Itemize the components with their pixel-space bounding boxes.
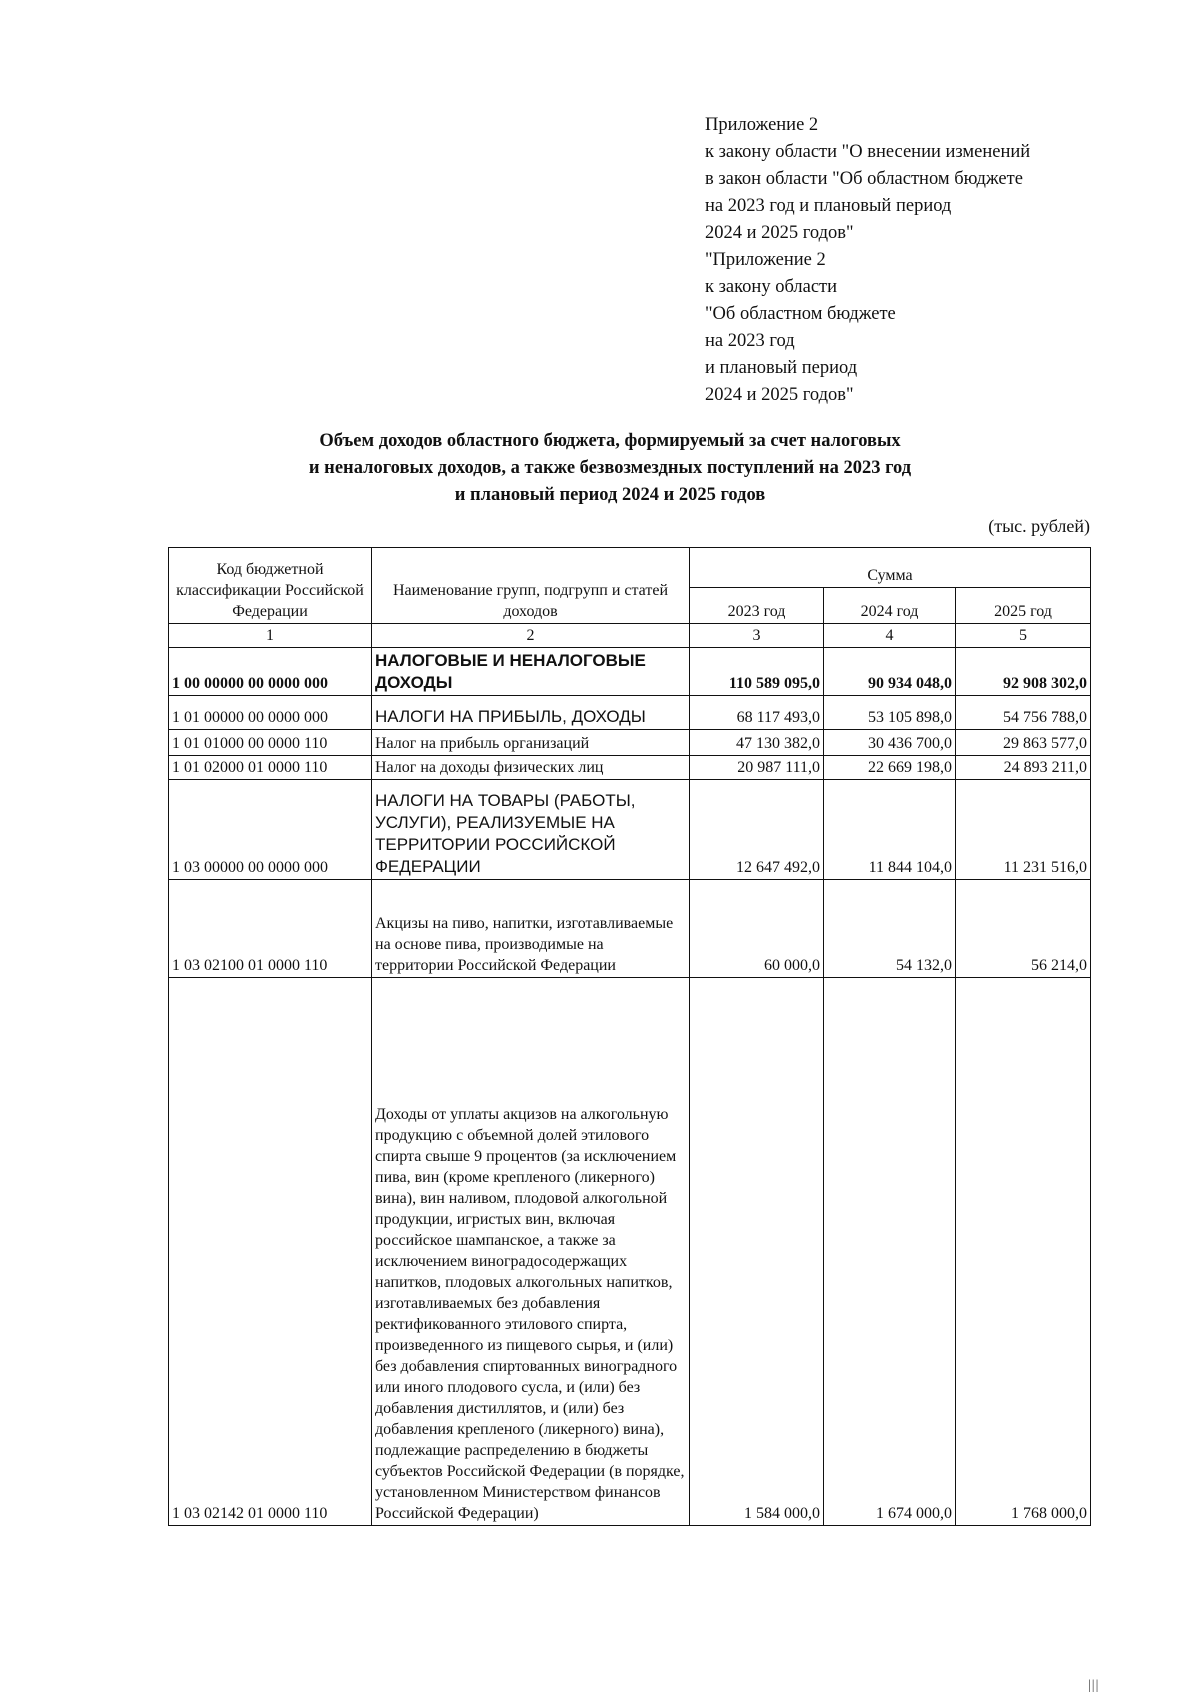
title-line: Объем доходов областного бюджета, формируемый за счет налоговых [319, 431, 901, 451]
row-value-2025: 24 893 211,0 [956, 756, 1091, 780]
row-value-2024: 54 132,0 [824, 880, 956, 978]
row-value-2025: 11 231 516,0 [956, 780, 1091, 880]
table-row [169, 978, 1091, 1526]
row-value-2024: 30 436 700,0 [824, 730, 956, 756]
row-value-2025: 1 768 000,0 [956, 978, 1091, 1526]
row-value-2025: 54 756 788,0 [956, 696, 1091, 730]
appendix-line: к закону области [705, 277, 838, 297]
appendix-line: и плановый период [705, 358, 858, 378]
column-number: 3 [690, 624, 824, 648]
column-number: 2 [372, 624, 690, 648]
row-value-2025: 29 863 577,0 [956, 730, 1091, 756]
row-code: 1 03 00000 00 0000 000 [169, 780, 372, 880]
row-value-2023: 110 589 095,0 [690, 648, 824, 696]
table-row [169, 730, 1091, 756]
row-code: 1 03 02142 01 0000 110 [169, 978, 372, 1526]
row-value-2023: 60 000,0 [690, 880, 824, 978]
row-value-2024: 1 674 000,0 [824, 978, 956, 1526]
row-code: 1 01 01000 00 0000 110 [169, 730, 372, 756]
appendix-line: Приложение 2 [705, 115, 819, 135]
appendix-line: в закон области "Об областном бюджете [705, 169, 1023, 189]
row-value-2023: 20 987 111,0 [690, 756, 824, 780]
row-name: НАЛОГИ НА ТОВАРЫ (РАБОТЫ, УСЛУГИ), РЕАЛИЗУЕМЫЕ НА ТЕРРИТОРИИ РОССИЙСКОЙ ФЕДЕРАЦИИ [372, 780, 690, 880]
row-name: Налог на прибыль организаций [372, 730, 690, 756]
appendix-line: на 2023 год и плановый период [705, 196, 952, 216]
appendix-line: "Об областном бюджете [705, 304, 896, 324]
revenue-table [168, 547, 1091, 1526]
table-row [169, 648, 1091, 696]
row-code: 1 01 02000 01 0000 110 [169, 756, 372, 780]
row-code: 1 03 02100 01 0000 110 [169, 880, 372, 978]
row-value-2023: 12 647 492,0 [690, 780, 824, 880]
header-sum: Сумма [690, 548, 1091, 588]
appendix-line: 2024 и 2025 годов" [705, 385, 854, 405]
row-code: 1 01 00000 00 0000 000 [169, 696, 372, 730]
document-title [250, 428, 970, 509]
title-line: и неналоговых доходов, а также безвозмездных поступлений на 2023 год [308, 458, 912, 478]
table-row [169, 696, 1091, 730]
row-name: НАЛОГОВЫЕ И НЕНАЛОГОВЫЕ ДОХОДЫ [372, 648, 690, 696]
row-value-2025: 56 214,0 [956, 880, 1091, 978]
appendix-line: "Приложение 2 [705, 250, 826, 270]
appendix-line: к закону области "О внесении изменений [705, 142, 1031, 162]
header-name: Наименование групп, подгрупп и статей доходов [372, 548, 690, 624]
row-name: Доходы от уплаты акцизов на алкогольную продукцию с объемной долей этилового спирта свыше 9 процентов (за исключением пива, вин (кроме крепленого (ликерного) вина), вин наливом, плодовой алкогольной продукции, игристых вин, включая российское шампанское, а также за исключением виноградосодержащих напитков, плодовых алкогольных напитков, изготавливаемых без добавления ректификованного этилового спирта, произведенного из пищевого сырья, и (или) без добавления спиртованных виноградного или иного плодового сусла, и (или) без добавления дистиллятов, и (или) без добавления крепленого (ликерного) вина), подлежащие распределению в бюджеты субъектов Российской Федерации (в порядке, установленном Министерством финансов Российской Федерации) [372, 978, 690, 1526]
row-value-2025: 92 908 302,0 [956, 648, 1091, 696]
row-code: 1 00 00000 00 0000 000 [169, 648, 372, 696]
scan-mark: ||| [1088, 1678, 1100, 1693]
row-value-2023: 1 584 000,0 [690, 978, 824, 1526]
column-number: 4 [824, 624, 956, 648]
header-code: Код бюджетной классификации Российской Федерации [169, 548, 372, 624]
appendix-reference [705, 112, 1125, 409]
appendix-line: на 2023 год [705, 331, 795, 351]
appendix-line: 2024 и 2025 годов" [705, 223, 854, 243]
header-year-2024: 2024 год [824, 588, 956, 624]
table-row [169, 780, 1091, 880]
header-year-2023: 2023 год [690, 588, 824, 624]
units-label: (тыс. рублей) [988, 516, 1090, 536]
row-value-2023: 68 117 493,0 [690, 696, 824, 730]
row-value-2024: 90 934 048,0 [824, 648, 956, 696]
row-name: Налог на доходы физических лиц [372, 756, 690, 780]
row-name: НАЛОГИ НА ПРИБЫЛЬ, ДОХОДЫ [372, 696, 690, 730]
row-value-2023: 47 130 382,0 [690, 730, 824, 756]
column-number: 1 [169, 624, 372, 648]
table-row [169, 756, 1091, 780]
row-value-2024: 53 105 898,0 [824, 696, 956, 730]
title-line: и плановый период 2024 и 2025 годов [454, 485, 766, 505]
column-number: 5 [956, 624, 1091, 648]
row-value-2024: 11 844 104,0 [824, 780, 956, 880]
table-row [169, 880, 1091, 978]
header-year-2025: 2025 год [956, 588, 1091, 624]
row-value-2024: 22 669 198,0 [824, 756, 956, 780]
row-name: Акцизы на пиво, напитки, изготавливаемые на основе пива, производимые на территории Российской Федерации [372, 880, 690, 978]
